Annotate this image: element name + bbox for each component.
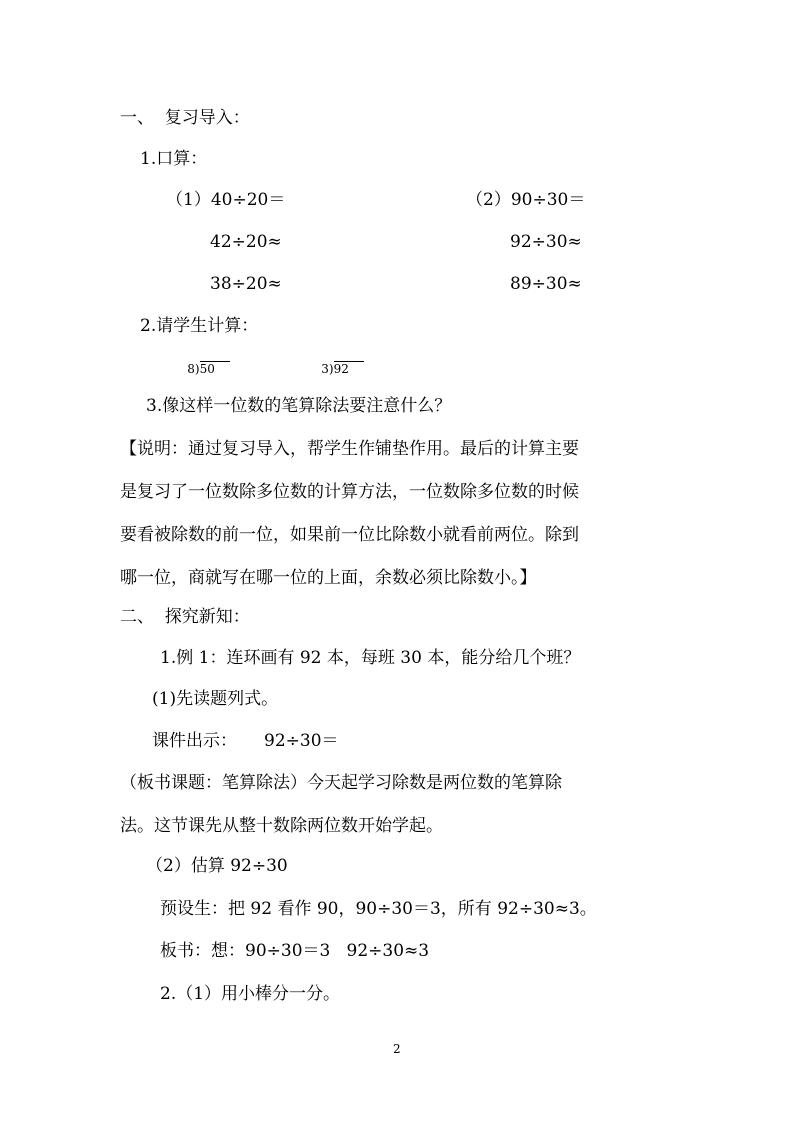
oral-right-1: （2）90÷30＝ xyxy=(466,190,586,210)
board-line-1: （板书课题：笔算除法）今天起学习除数是两位数的笔算除 xyxy=(120,773,562,793)
example-1: 1.例 1：连环画有 92 本，每班 30 本，能分给几个班？ xyxy=(160,648,581,668)
oral-right-2: 92÷30≈ xyxy=(510,232,582,252)
preset-answer: 预设生：把 92 看作 90，90÷30＝3，所有 92÷30≈3。 xyxy=(160,899,597,919)
board-writing: 板书：想：90÷30＝3 92÷30≈3 xyxy=(160,941,430,961)
dividend: 50 xyxy=(199,362,215,376)
step-1: (1)先读题列式。 xyxy=(152,689,279,709)
dividend: 92 xyxy=(333,362,349,376)
student-calc-label: 2.请学生计算： xyxy=(140,316,259,336)
oral-left-3: 38÷20≈ xyxy=(210,274,282,294)
divisor: 3 xyxy=(321,362,329,376)
oral-left-2: 42÷20≈ xyxy=(210,232,282,252)
note-line-1: 【说明：通过复习导入，帮学生作铺垫作用。最后的计算主要 xyxy=(120,439,579,459)
courseware-display: 课件出示： 92÷30＝ xyxy=(152,731,339,751)
divisor: 8 xyxy=(187,362,195,376)
note-line-3: 要看被除数的前一位，如果前一位比除数小就看前两位。除到 xyxy=(120,525,579,545)
question-3: 3.像这样一位数的笔算除法要注意什么？ xyxy=(146,396,452,416)
long-division-1: 8)50 xyxy=(172,349,230,387)
oral-calc-label: 1.口算： xyxy=(140,149,208,169)
board-line-2: 法。这节课先从整十数除两位数开始学起。 xyxy=(120,816,443,836)
note-line-4: 哪一位，商就写在哪一位的上面，余数必须比除数小。】 xyxy=(120,568,537,588)
sticks-activity: 2.（1）用小棒分一分。 xyxy=(160,984,341,1004)
oral-left-1: （1）40÷20＝ xyxy=(166,190,286,210)
long-division-2: 3)92 xyxy=(306,349,364,387)
note-line-2: 是复习了一位数除多位数的计算方法，一位数除多位数的时候 xyxy=(120,482,579,502)
page-number: 2 xyxy=(393,1042,401,1056)
section-1-title: 一、 复习导入： xyxy=(120,108,250,128)
section-2-title: 二、 探究新知： xyxy=(120,607,250,627)
oral-right-3: 89÷30≈ xyxy=(510,274,582,294)
step-2: （2）估算 92÷30 xyxy=(146,856,288,876)
